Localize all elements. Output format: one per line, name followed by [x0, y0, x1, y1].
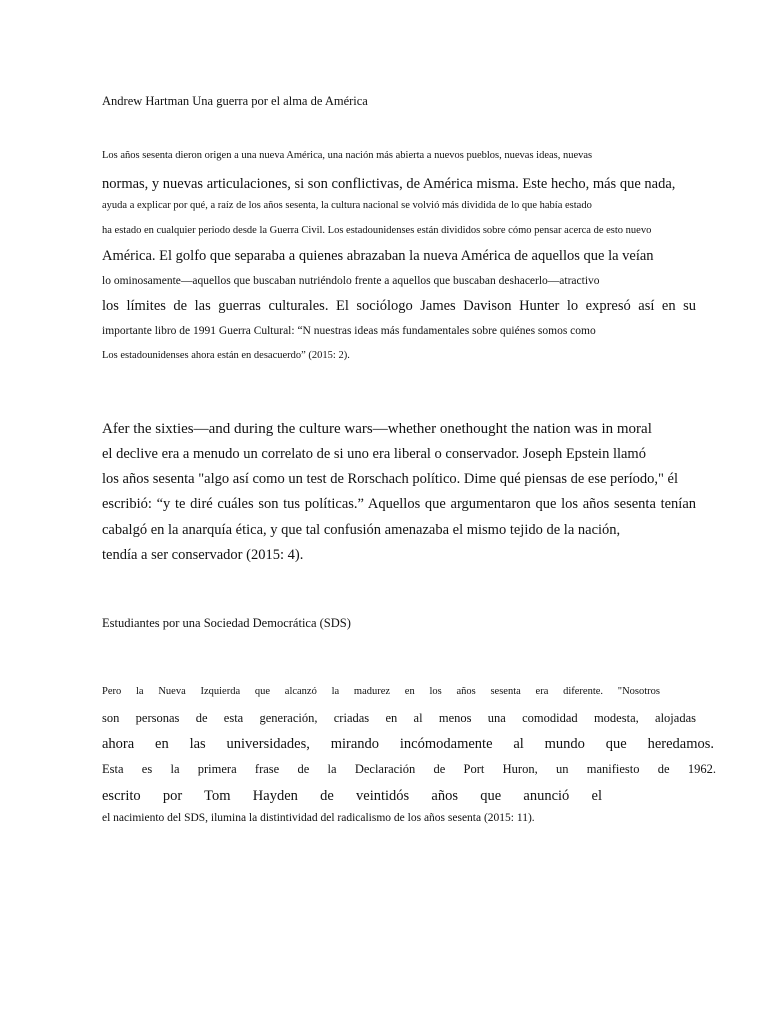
paragraph1-line-8: importante libro de 1991 Guerra Cultural: “N nuestras ideas más fundamentales sobre quiénes somos como: [102, 325, 596, 337]
document-heading: Andrew Hartman Una guerra por el alma de América: [102, 94, 368, 108]
paragraph1-line-3: ayuda a explicar por qué, a raíz de los años sesenta, la cultura nacional se volvió más dividida de lo que había estado: [102, 200, 592, 211]
paragraph2-line-3: los años sesenta "algo así como un test de Rorschach político. Dime qué piensas de ese período," él: [102, 471, 678, 487]
paragraph3-line-5: escrito por Tom Hayden de veintidós años que anunció el: [102, 788, 602, 804]
paragraph2-line-6: tendía a ser conservador (2015: 4).: [102, 547, 304, 563]
paragraph2-line-4: escribió: “y te diré cuáles son tus políticas.” Aquellos que argumentaron que los años sesenta tenían: [102, 496, 696, 512]
paragraph1-line-4: ha estado en cualquier periodo desde la Guerra Civil. Los estadounidenses están divididos sobre cómo pensar acerca de esto nuevo: [102, 225, 652, 236]
section-subheading: Estudiantes por una Sociedad Democrática (SDS): [102, 616, 351, 630]
paragraph1-line-7: los límites de las guerras culturales. El sociólogo James Davison Hunter lo expresó así en su: [102, 298, 696, 314]
paragraph2-line-1: Afer the sixties—and during the culture wars—whether onethought the nation was in moral: [102, 421, 652, 437]
paragraph1-line-5: América. El golfo que separaba a quienes abrazaban la nueva América de aquellos que la veían: [102, 248, 654, 264]
paragraph3-line-4: Esta es la primera frase de la Declaración de Port Huron, un manifiesto de 1962.: [102, 762, 716, 776]
paragraph3-line-3: ahora en las universidades, mirando incómodamente al mundo que heredamos.: [102, 736, 714, 752]
paragraph2-line-2: el declive era a menudo un correlato de si uno era liberal o conservador. Joseph Epstein llamó: [102, 446, 646, 462]
paragraph1-line-2: normas, y nuevas articulaciones, si son conflictivas, de América misma. Este hecho, más que nada,: [102, 176, 676, 192]
paragraph1-line-1: Los años sesenta dieron origen a una nueva América, una nación más abierta a nuevos pueblos, nuevas ideas, nuevas: [102, 150, 593, 161]
paragraph3-line-2: son personas de esta generación, criadas en al menos una comodidad modesta, alojadas: [102, 711, 696, 725]
paragraph3-line-6: el nacimiento del SDS, ilumina la distintividad del radicalismo de los años sesenta (2015: 11).: [102, 812, 535, 824]
paragraph3-line-1: Pero la Nueva Izquierda que alcanzó la madurez en los años sesenta era diferente. "Nosotros: [102, 686, 660, 697]
paragraph1-line-9: Los estadounidenses ahora están en desacuerdo” (2015: 2).: [102, 350, 350, 361]
paragraph1-line-6: lo ominosamente—aquellos que buscaban nutriéndolo frente a aquellos que buscaban deshacerlo—atractivo: [102, 275, 600, 287]
paragraph2-line-5: cabalgó en la anarquía ética, y que tal confusión amenazaba el mismo tejido de la nación,: [102, 522, 621, 538]
